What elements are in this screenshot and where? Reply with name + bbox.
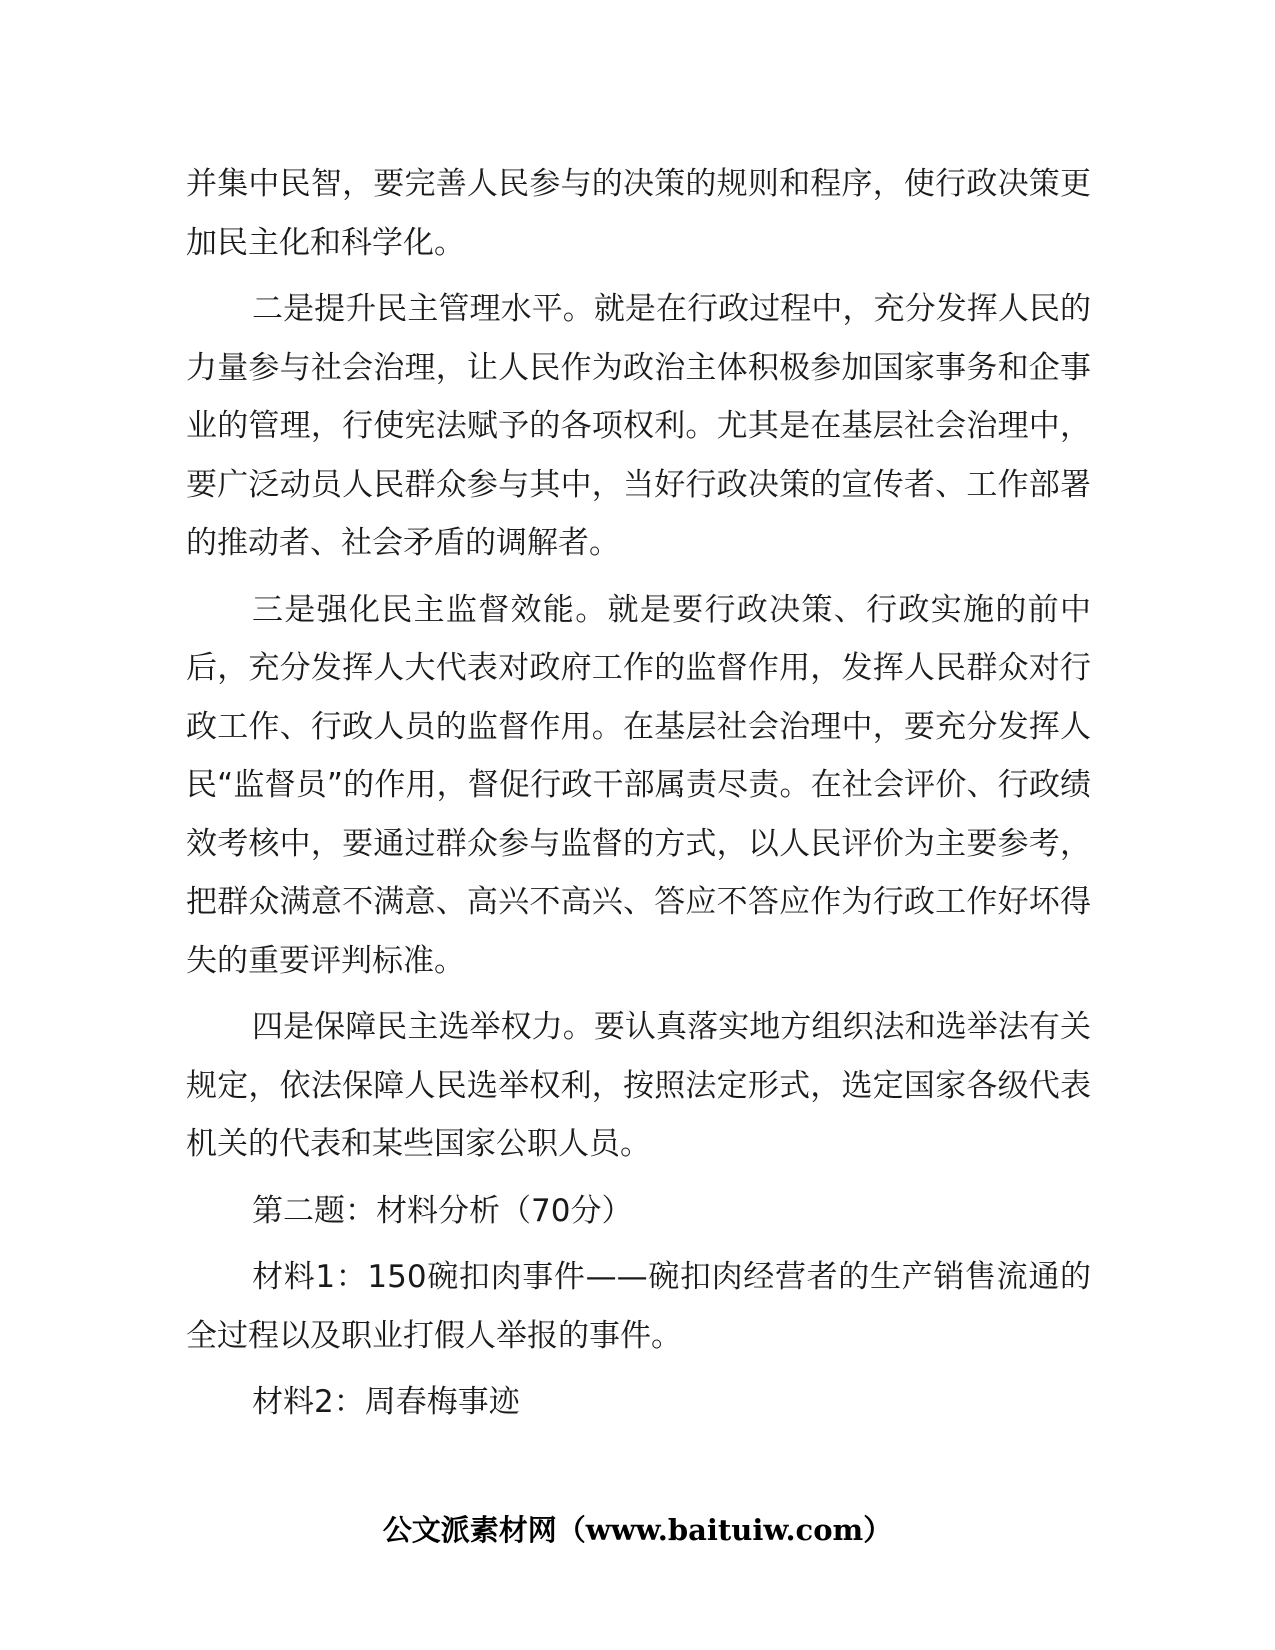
material-one-paragraph: 材料1：150碗扣肉事件——碗扣肉经营者的生产销售流通的全过程以及职业打假人举报的事件。 [186,1259,1091,1354]
paragraph-election-rights: 四是保障民主选举权力。要认真落实地方组织法和选举法有关规定，依法保障人民选举权利，按照法定形式，选定国家各级代表机关的代表和某些国家公职人员。 [186,1009,1091,1162]
question-two-heading: 第二题：材料分析（70分） [252,1192,633,1229]
document-body [186,155,1091,1440]
paragraph-continuation: 并集中民智，要完善人民参与的决策的规则和程序，使行政决策更加民主化和科学化。 [186,166,1091,261]
paragraph-democratic-management: 二是提升民主管理水平。就是在行政过程中，充分发挥人民的力量参与社会治理，让人民作为政治主体积极参加国家事务和企事业的管理，行使宪法赋予的各项权利。尤其是在基层社会治理中，要广泛动员人民群众参与其中，当好行政决策的宣传者、工作部署的推动者、社会矛盾的调解者。 [186,291,1091,561]
material-two-paragraph: 材料2：周春梅事迹 [252,1384,520,1420]
paragraph-democratic-supervision: 三是强化民主监督效能。就是要行政决策、行政实施的前中后，充分发挥人大代表对政府工作的监督作用，发挥人民群众对行政工作、行政人员的监督作用。在基层社会治理中，要充分发挥人民“监督员”的作用，督促行政干部属责尽责。在社会评价、行政绩效考核中，要通过群众参与监督的方式，以人民评价为主要参考，把群众满意不满意、高兴不高兴、答应不答应作为行政工作好坏得失的重要评判标准。 [186,591,1091,979]
footer-watermark: 公文派素材网（www.baituiw.com） [382,1513,893,1547]
